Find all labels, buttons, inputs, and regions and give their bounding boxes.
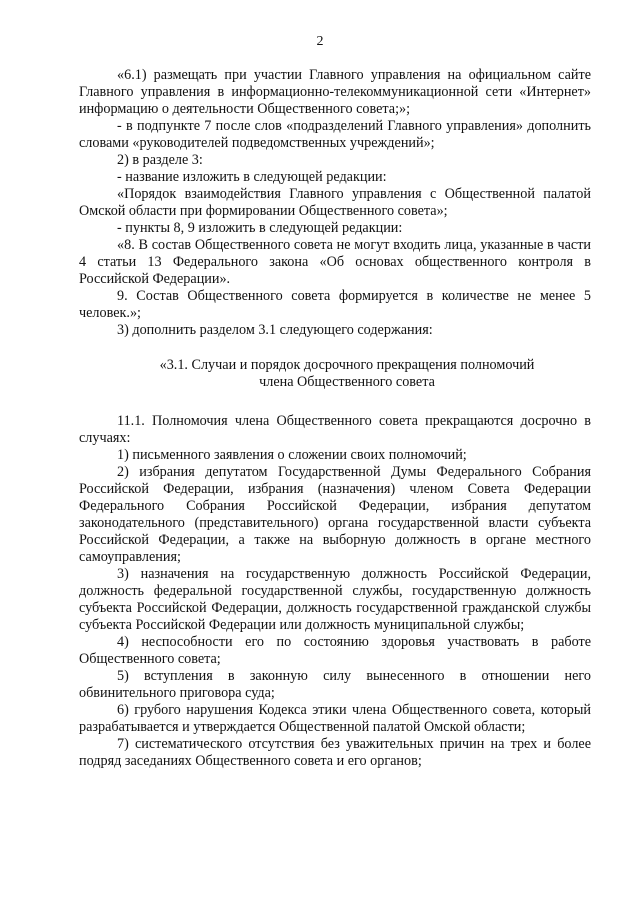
list-item-4: 4) неспособности его по состоянию здоровья участвовать в работе Общественного совета; <box>79 634 591 667</box>
paragraph-title-change: - название изложить в следующей редакции: <box>117 169 387 185</box>
page-number: 2 <box>316 34 324 49</box>
section-heading <box>79 357 591 391</box>
paragraph-6-1: «6.1) размещать при участии Главного управления на официальном сайте Главного управления в информационно-телекоммуникационной сети «Интернет» информацию о деятельности Общественного совета;»; <box>79 67 591 117</box>
list-item-1: 1) письменного заявления о сложении своих полномочий; <box>117 447 467 463</box>
section-heading-line-1: «3.1. Случаи и порядок досрочного прекращения полномочий <box>159 357 535 373</box>
list-item-5: 5) вступления в законную силу вынесенного в отношении него обвинительного приговора суда; <box>79 668 591 701</box>
paragraph-new-title: «Порядок взаимодействия Главного управления с Общественной палатой Омской области при формировании Общественного совета»; <box>79 186 591 219</box>
list-item-7: 7) систематического отсутствия без уважительных причин на трех и более подряд заседаниях Общественного совета и его органов; <box>79 736 591 769</box>
paragraph-points-8-9: - пункты 8, 9 изложить в следующей редакции: <box>117 220 403 236</box>
list-item-2: 2) избрания депутатом Государственной Думы Федерального Собрания Российской Федерации, избрания (назначения) членом Совета Федерации Федерального Собрания Российской Федерации, избрания депутатом законодательного (представительного) органа государственной власти субъекта Российской Федерации, а также на выборную должность в органе местного самоуправления; <box>79 464 591 565</box>
list-item-3: 3) назначения на государственную должность Российской Федерации, должность федеральной государственной службы, государственную должность субъекта Российской Федерации, должность государственной гражданской службы субъекта Российской Федерации или должность муниципальной службы; <box>79 566 591 633</box>
document-body <box>79 67 591 770</box>
paragraph-11-1: 11.1. Полномочия члена Общественного совета прекращаются досрочно в случаях: <box>79 413 591 446</box>
paragraph-section-3: 2) в разделе 3: <box>117 152 203 168</box>
paragraph-point-8: «8. В состав Общественного совета не могут входить лица, указанные в части 4 статьи 13 Федерального закона «Об основах общественного контроля в Российской Федерации». <box>79 237 591 287</box>
section-heading-line-2: члена Общественного совета <box>259 374 435 390</box>
list-item-6: 6) грубого нарушения Кодекса этики члена Общественного совета, который разрабатывается и утверждается Общественной палатой Омской области; <box>79 702 591 735</box>
paragraph-point-9: 9. Состав Общественного совета формируется в количестве не менее 5 человек.»; <box>79 288 591 321</box>
paragraph-add-section: 3) дополнить разделом 3.1 следующего содержания: <box>117 322 433 338</box>
paragraph-subpoint-7: - в подпункте 7 после слов «подразделений Главного управления» дополнить словами «руководителей подведомственных учреждений»; <box>79 118 591 151</box>
